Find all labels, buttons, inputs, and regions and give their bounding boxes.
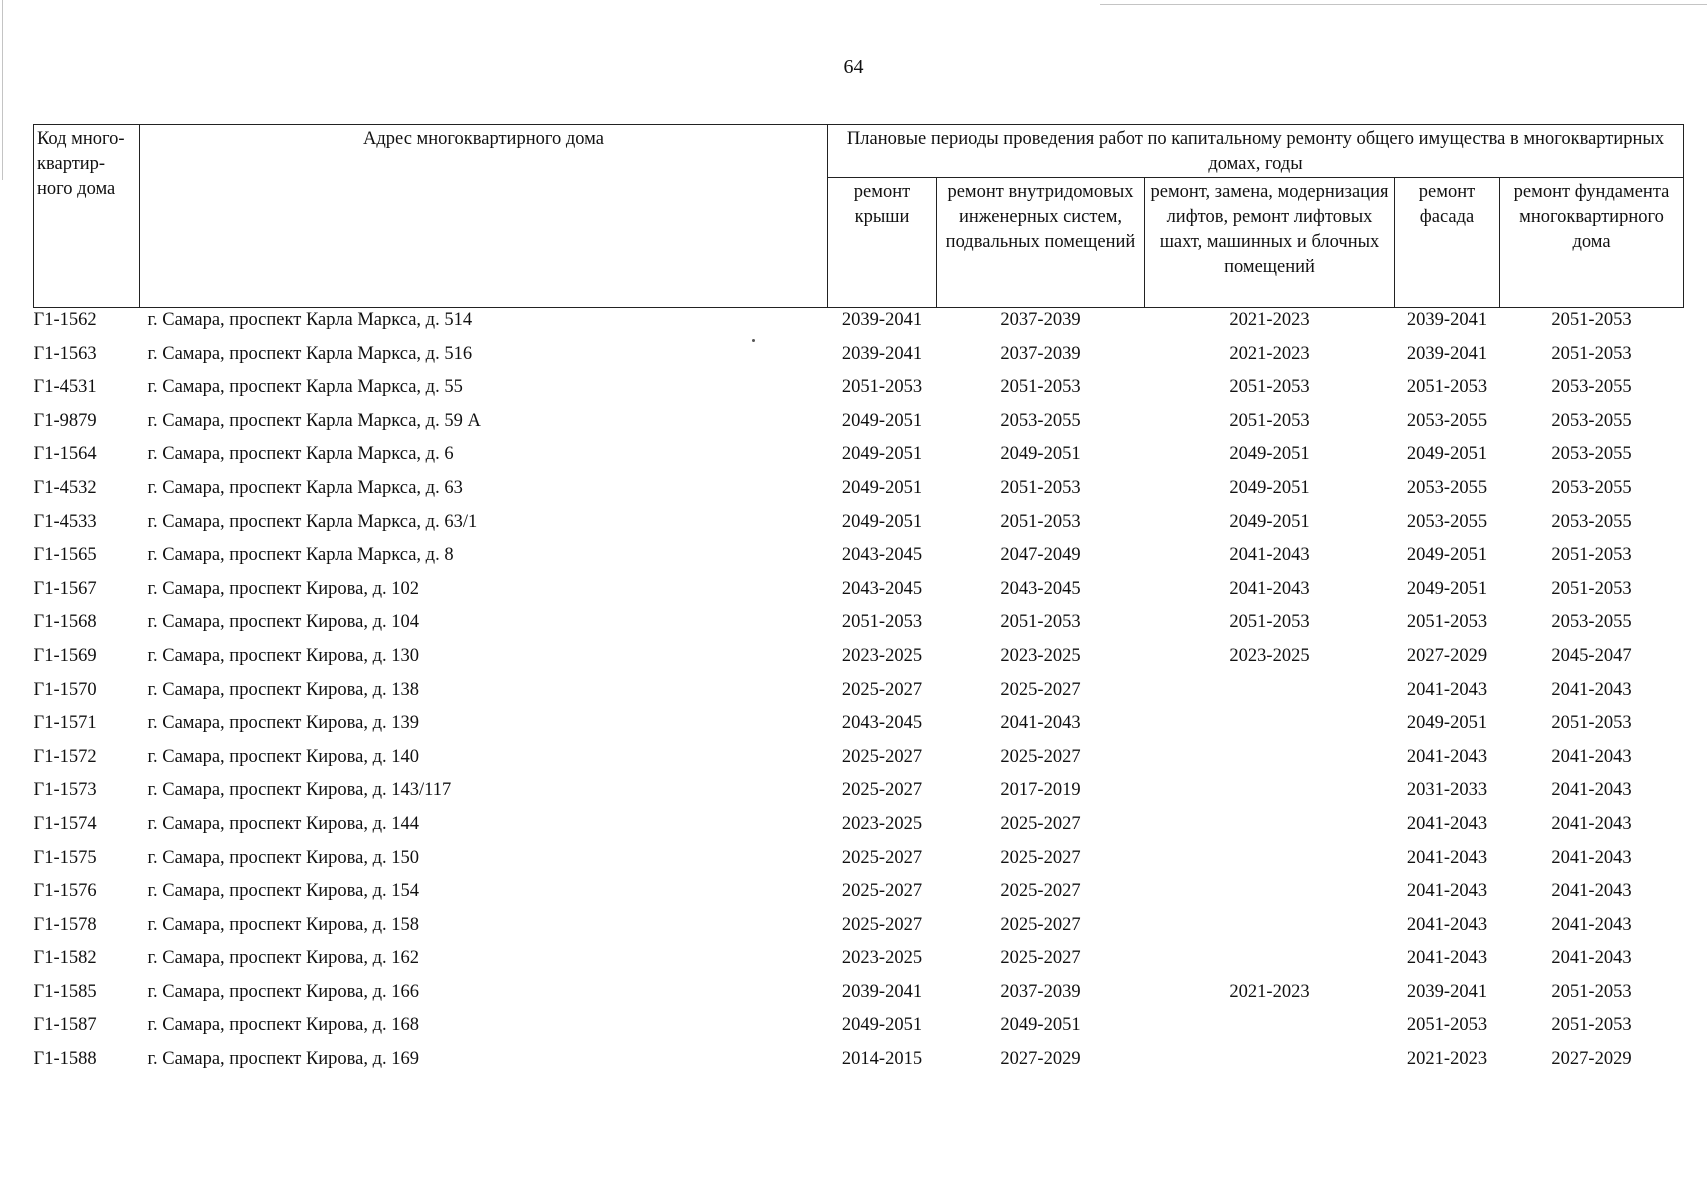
cell-elevators: 2049-2051 xyxy=(1229,477,1310,498)
cell-address: г. Самара, проспект Карла Маркса, д. 514 xyxy=(147,310,473,330)
cell-code: Г1-1563 xyxy=(33,343,97,364)
table-row xyxy=(34,1047,1684,1081)
cell-foundation: 2053-2055 xyxy=(1551,477,1632,498)
cell-roof: 2025-2027 xyxy=(841,914,923,935)
cell-code: Г1-4531 xyxy=(33,377,97,398)
cell-engineering: 2051-2053 xyxy=(1000,477,1081,498)
cell-roof: 2049-2051 xyxy=(841,511,923,532)
cell-engineering: 2047-2049 xyxy=(1000,545,1081,566)
cell-code: Г1-4533 xyxy=(33,511,97,532)
cell-foundation: 2053-2055 xyxy=(1551,410,1632,431)
cell-roof: 2039-2041 xyxy=(841,981,923,1002)
cell-foundation: 2051-2053 xyxy=(1551,310,1632,330)
cell-facade: 2031-2033 xyxy=(1406,780,1488,801)
cell-facade: 2041-2043 xyxy=(1406,679,1488,700)
cell-roof: 2025-2027 xyxy=(841,679,923,700)
header-elevators: ремонт, замена, модернизация лифтов, ремонт лифтовых шахт, машинных и блочных помещений xyxy=(1145,178,1395,308)
cell-code: Г1-1585 xyxy=(33,981,97,1002)
cell-facade: 2049-2051 xyxy=(1406,545,1488,566)
cell-elevators: 2051-2053 xyxy=(1229,612,1310,633)
cell-foundation: 2027-2029 xyxy=(1551,1049,1632,1070)
header-address: Адрес многоквартирного дома xyxy=(140,125,828,308)
cell-elevators xyxy=(1145,678,1395,712)
cell-facade: 2053-2055 xyxy=(1406,477,1488,498)
cell-foundation: 2051-2053 xyxy=(1551,578,1632,599)
cell-facade: 2049-2051 xyxy=(1406,713,1488,734)
cell-facade: 2049-2051 xyxy=(1406,578,1488,599)
cell-address: г. Самара, проспект Кирова, д. 138 xyxy=(147,679,420,700)
cell-address: г. Самара, проспект Карла Маркса, д. 8 xyxy=(147,545,454,566)
cell-facade: 2039-2041 xyxy=(1406,981,1488,1002)
cell-elevators xyxy=(1145,1013,1395,1047)
scan-left-edge xyxy=(2,0,3,180)
cell-code: Г1-1565 xyxy=(33,545,97,566)
table-row xyxy=(34,342,1684,376)
table-row xyxy=(34,543,1684,577)
cell-address: г. Самара, проспект Карла Маркса, д. 516 xyxy=(147,343,473,364)
cell-code: Г1-1568 xyxy=(33,612,97,633)
cell-code: Г1-1574 xyxy=(33,813,97,834)
table-row xyxy=(34,476,1684,510)
cell-foundation: 2041-2043 xyxy=(1551,813,1632,834)
header-roof: ремонт крыши xyxy=(828,178,937,308)
table-row xyxy=(34,577,1684,611)
cell-code: Г1-4532 xyxy=(33,477,97,498)
cell-code: Г1-1572 xyxy=(33,746,97,767)
page-number: 64 xyxy=(843,56,864,78)
cell-address: г. Самара, проспект Карла Маркса, д. 59 А xyxy=(147,410,481,431)
cell-code: Г1-1569 xyxy=(33,645,97,666)
cell-facade: 2039-2041 xyxy=(1406,343,1488,364)
cell-facade: 2053-2055 xyxy=(1406,511,1488,532)
cell-roof: 2043-2045 xyxy=(841,713,923,734)
scan-top-edge xyxy=(1100,4,1707,5)
cell-elevators: 2021-2023 xyxy=(1229,343,1310,364)
cell-address: г. Самара, проспект Кирова, д. 158 xyxy=(147,914,420,935)
cell-elevators xyxy=(1145,812,1395,846)
cell-facade: 2021-2023 xyxy=(1406,1049,1488,1070)
cell-roof: 2051-2053 xyxy=(841,612,923,633)
cell-code: Г1-1571 xyxy=(33,713,97,734)
cell-roof: 2049-2051 xyxy=(841,477,923,498)
cell-elevators: 2049-2051 xyxy=(1229,511,1310,532)
cell-address: г. Самара, проспект Кирова, д. 168 xyxy=(147,1015,420,1036)
cell-facade: 2051-2053 xyxy=(1406,1015,1488,1036)
cell-engineering: 2051-2053 xyxy=(1000,377,1081,398)
cell-elevators: 2051-2053 xyxy=(1229,410,1310,431)
cell-address: г. Самара, проспект Кирова, д. 143/117 xyxy=(147,780,452,801)
cell-address: г. Самара, проспект Карла Маркса, д. 55 xyxy=(147,377,463,398)
cell-roof: 2043-2045 xyxy=(841,578,923,599)
cell-engineering: 2051-2053 xyxy=(1000,511,1081,532)
cell-code: Г1-1564 xyxy=(33,444,97,465)
cell-foundation: 2051-2053 xyxy=(1551,343,1632,364)
cell-roof: 2025-2027 xyxy=(841,746,923,767)
cell-roof: 2039-2041 xyxy=(841,343,923,364)
cell-address: г. Самара, проспект Кирова, д. 169 xyxy=(147,1049,420,1070)
cell-elevators xyxy=(1145,745,1395,779)
cell-elevators xyxy=(1145,778,1395,812)
capital-repair-schedule-table xyxy=(33,124,1684,1081)
cell-facade: 2041-2043 xyxy=(1406,914,1488,935)
cell-code: Г1-1575 xyxy=(33,847,97,868)
cell-roof: 2023-2025 xyxy=(841,645,923,666)
cell-code: Г1-1562 xyxy=(33,310,97,330)
cell-foundation: 2041-2043 xyxy=(1551,780,1632,801)
cell-address: г. Самара, проспект Карла Маркса, д. 63 xyxy=(147,477,463,498)
table-row xyxy=(34,812,1684,846)
cell-engineering: 2041-2043 xyxy=(1000,713,1081,734)
table-row xyxy=(34,946,1684,980)
cell-roof: 2025-2027 xyxy=(841,847,923,868)
cell-elevators: 2021-2023 xyxy=(1229,981,1310,1002)
table-row xyxy=(34,745,1684,779)
cell-facade: 2041-2043 xyxy=(1406,847,1488,868)
cell-foundation: 2053-2055 xyxy=(1551,612,1632,633)
cell-foundation: 2053-2055 xyxy=(1551,377,1632,398)
cell-engineering: 2025-2027 xyxy=(1000,847,1081,868)
table-row xyxy=(34,879,1684,913)
cell-engineering: 2049-2051 xyxy=(1000,1015,1081,1036)
cell-foundation: 2051-2053 xyxy=(1551,981,1632,1002)
cell-engineering: 2025-2027 xyxy=(1000,948,1081,969)
cell-code: Г1-1573 xyxy=(33,780,97,801)
cell-engineering: 2027-2029 xyxy=(1000,1049,1081,1070)
cell-engineering: 2049-2051 xyxy=(1000,444,1081,465)
cell-facade: 2053-2055 xyxy=(1406,410,1488,431)
cell-facade: 2027-2029 xyxy=(1406,645,1488,666)
cell-engineering: 2025-2027 xyxy=(1000,746,1081,767)
cell-foundation: 2045-2047 xyxy=(1551,645,1632,666)
cell-address: г. Самара, проспект Кирова, д. 104 xyxy=(147,612,420,633)
table-row xyxy=(34,778,1684,812)
cell-elevators: 2041-2043 xyxy=(1229,545,1310,566)
cell-roof: 2039-2041 xyxy=(841,310,923,330)
cell-foundation: 2041-2043 xyxy=(1551,914,1632,935)
cell-engineering: 2025-2027 xyxy=(1000,881,1081,902)
cell-elevators: 2023-2025 xyxy=(1229,645,1310,666)
table-body xyxy=(34,308,1684,1081)
table-row xyxy=(34,375,1684,409)
table-row xyxy=(34,510,1684,544)
cell-engineering: 2037-2039 xyxy=(1000,310,1081,330)
cell-address: г. Самара, проспект Кирова, д. 154 xyxy=(147,881,420,902)
cell-code: Г1-1576 xyxy=(33,881,97,902)
cell-code: Г1-1567 xyxy=(33,578,97,599)
table-row xyxy=(34,409,1684,443)
cell-engineering: 2025-2027 xyxy=(1000,679,1081,700)
cell-elevators xyxy=(1145,879,1395,913)
cell-facade: 2041-2043 xyxy=(1406,746,1488,767)
table-row xyxy=(34,610,1684,644)
cell-facade: 2051-2053 xyxy=(1406,377,1488,398)
cell-facade: 2041-2043 xyxy=(1406,813,1488,834)
header-facade: ремонт фасада xyxy=(1395,178,1500,308)
cell-foundation: 2041-2043 xyxy=(1551,881,1632,902)
table-row xyxy=(34,308,1684,342)
cell-foundation: 2041-2043 xyxy=(1551,746,1632,767)
cell-foundation: 2041-2043 xyxy=(1551,679,1632,700)
cell-roof: 2014-2015 xyxy=(841,1049,923,1070)
cell-code: Г1-9879 xyxy=(33,410,97,431)
cell-address: г. Самара, проспект Кирова, д. 144 xyxy=(147,813,420,834)
table-row xyxy=(34,678,1684,712)
cell-elevators xyxy=(1145,1047,1395,1081)
cell-foundation: 2051-2053 xyxy=(1551,1015,1632,1036)
cell-address: г. Самара, проспект Карла Маркса, д. 63/1 xyxy=(147,511,478,532)
cell-address: г. Самара, проспект Кирова, д. 162 xyxy=(147,948,420,969)
cell-code: Г1-1570 xyxy=(33,679,97,700)
cell-elevators: 2041-2043 xyxy=(1229,578,1310,599)
cell-elevators xyxy=(1145,913,1395,947)
cell-elevators xyxy=(1145,946,1395,980)
cell-address: г. Самара, проспект Кирова, д. 139 xyxy=(147,713,420,734)
cell-elevators: 2049-2051 xyxy=(1229,444,1310,465)
cell-roof: 2049-2051 xyxy=(841,410,923,431)
table-row xyxy=(34,1013,1684,1047)
cell-roof: 2025-2027 xyxy=(841,881,923,902)
cell-address: г. Самара, проспект Кирова, д. 166 xyxy=(147,981,420,1002)
cell-roof: 2023-2025 xyxy=(841,948,923,969)
cell-facade: 2049-2051 xyxy=(1406,444,1488,465)
header-code: Код много-квартир-ного дома xyxy=(34,125,140,308)
cell-roof: 2051-2053 xyxy=(841,377,923,398)
cell-address: г. Самара, проспект Кирова, д. 130 xyxy=(147,645,420,666)
table-row xyxy=(34,913,1684,947)
cell-roof: 2025-2027 xyxy=(841,780,923,801)
cell-address: г. Самара, проспект Кирова, д. 140 xyxy=(147,746,420,767)
cell-roof: 2049-2051 xyxy=(841,444,923,465)
cell-elevators: 2051-2053 xyxy=(1229,377,1310,398)
cell-elevators: 2021-2023 xyxy=(1229,310,1310,330)
cell-foundation: 2053-2055 xyxy=(1551,444,1632,465)
header-periods-group: Плановые периоды проведения работ по капитальному ремонту общего имущества в многоквартирных домах, годы xyxy=(828,125,1684,178)
cell-engineering: 2025-2027 xyxy=(1000,914,1081,935)
cell-engineering: 2051-2053 xyxy=(1000,612,1081,633)
cell-roof: 2049-2051 xyxy=(841,1015,923,1036)
cell-engineering: 2037-2039 xyxy=(1000,343,1081,364)
cell-foundation: 2053-2055 xyxy=(1551,511,1632,532)
cell-code: Г1-1588 xyxy=(33,1049,97,1070)
header-foundation: ремонт фундамента многоквартирного дома xyxy=(1500,178,1684,308)
cell-address: г. Самара, проспект Кирова, д. 102 xyxy=(147,578,420,599)
table-row xyxy=(34,980,1684,1014)
table-row xyxy=(34,846,1684,880)
cell-facade: 2051-2053 xyxy=(1406,612,1488,633)
cell-elevators xyxy=(1145,711,1395,745)
cell-roof: 2023-2025 xyxy=(841,813,923,834)
cell-code: Г1-1578 xyxy=(33,914,97,935)
cell-engineering: 2023-2025 xyxy=(1000,645,1081,666)
cell-address: г. Самара, проспект Карла Маркса, д. 6 xyxy=(147,444,454,465)
cell-code: Г1-1587 xyxy=(33,1015,97,1036)
table-row xyxy=(34,711,1684,745)
cell-foundation: 2041-2043 xyxy=(1551,948,1632,969)
cell-code: Г1-1582 xyxy=(33,948,97,969)
cell-foundation: 2041-2043 xyxy=(1551,847,1632,868)
cell-engineering: 2043-2045 xyxy=(1000,578,1081,599)
cell-facade: 2041-2043 xyxy=(1406,881,1488,902)
table-row xyxy=(34,442,1684,476)
cell-facade: 2039-2041 xyxy=(1406,310,1488,330)
cell-facade: 2041-2043 xyxy=(1406,948,1488,969)
cell-foundation: 2051-2053 xyxy=(1551,545,1632,566)
cell-engineering: 2017-2019 xyxy=(1000,780,1081,801)
cell-address: г. Самара, проспект Кирова, д. 150 xyxy=(147,847,420,868)
cell-engineering: 2053-2055 xyxy=(1000,410,1081,431)
table-row xyxy=(34,644,1684,678)
cell-engineering: 2037-2039 xyxy=(1000,981,1081,1002)
cell-elevators xyxy=(1145,846,1395,880)
cell-engineering: 2025-2027 xyxy=(1000,813,1081,834)
cell-foundation: 2051-2053 xyxy=(1551,713,1632,734)
cell-roof: 2043-2045 xyxy=(841,545,923,566)
header-engineering: ремонт внутридомовых инженерных систем, подвальных помещений xyxy=(937,178,1145,308)
